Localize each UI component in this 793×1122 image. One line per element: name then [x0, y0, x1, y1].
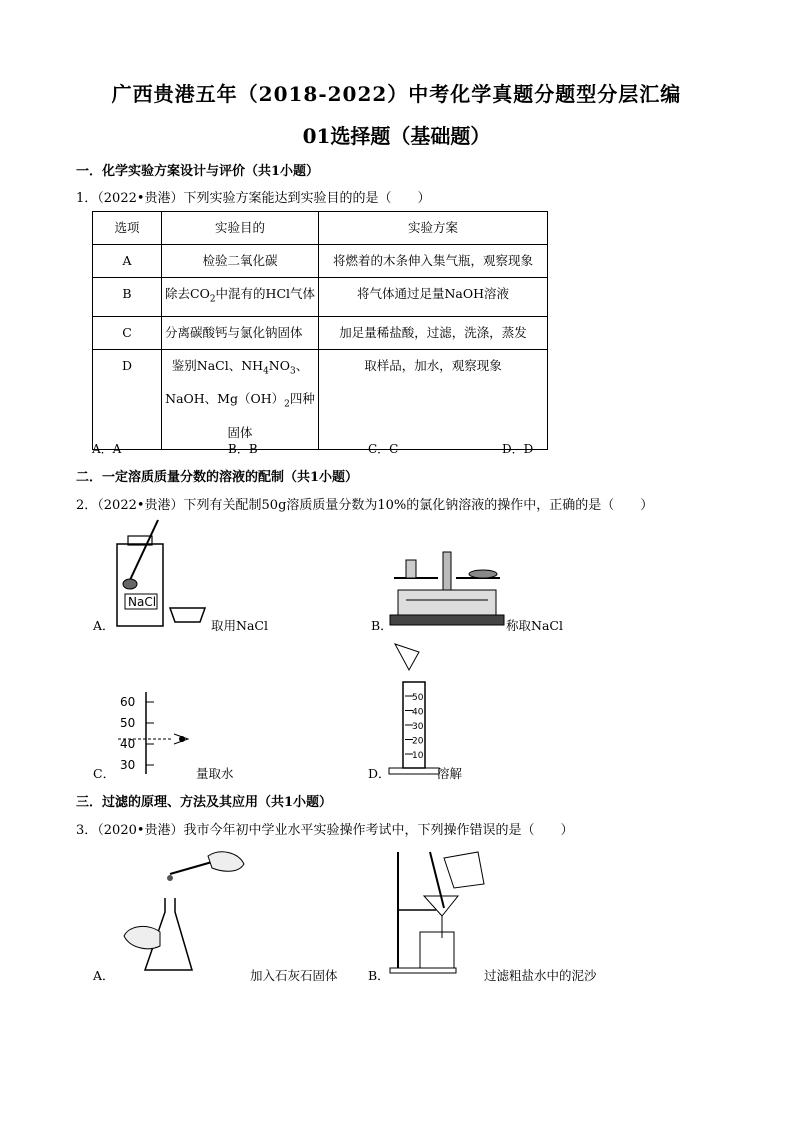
tick-label: 50 [412, 693, 424, 703]
beaker-pouring [444, 852, 484, 888]
q3-option-b-caption: 过滤粗盐水中的泥沙 [484, 968, 597, 983]
table-cell-goal: 分离碳酸钙与氯化钠固体 [162, 316, 319, 349]
salt-pile-icon [469, 570, 497, 578]
q2-option-b-letter[interactable]: B． [371, 618, 393, 633]
tick-label: 50 [120, 716, 136, 730]
table-header-option: 选项 [93, 212, 162, 245]
experiment-table [92, 211, 548, 450]
flask-illustration [120, 848, 250, 978]
question-2-stem: 2．（2022•贵港）下列有关配制50g溶质质量分数为10%的氯化钠溶液的操作中，正确的是（ ） [76, 498, 654, 513]
cylinder-ticks [120, 695, 154, 772]
q2-option-c-letter[interactable]: C． [93, 766, 116, 781]
goal-text-part: NO [268, 357, 290, 373]
table-cell-plan: 取样品，加水，观察现象 [319, 349, 548, 449]
q3-option-b-letter[interactable]: B． [368, 968, 390, 983]
balance-base [390, 615, 504, 625]
reagent-bottle-illustration [110, 518, 220, 630]
hand-holding-icon [124, 926, 160, 948]
table-cell-goal [162, 278, 319, 317]
cylinder-base [389, 768, 439, 774]
balance-body [398, 590, 496, 615]
subscript: 3 [289, 366, 296, 376]
balance-pillar [443, 552, 451, 590]
spoon-handle [130, 520, 158, 580]
goal-text-part: 四种固体 [227, 391, 315, 440]
q3-option-a-letter[interactable]: A． [93, 968, 115, 983]
tick-label: 10 [412, 751, 424, 761]
cylinder-dissolve-illustration [385, 642, 445, 777]
q2-option-c-caption: 量取水 [196, 766, 234, 781]
table-header-plan: 实验方案 [319, 212, 548, 245]
subscript: 4 [263, 366, 269, 376]
table-cell-plan: 加足量稀盐酸，过滤，洗涤，蒸发 [319, 316, 548, 349]
filtration-illustration [388, 848, 488, 978]
tick-label: 40 [120, 737, 136, 751]
tick-label: 60 [120, 695, 136, 709]
tick-label: 20 [412, 736, 424, 747]
tweezers [170, 862, 212, 874]
glass-rod [430, 852, 444, 908]
weight-icon [406, 560, 416, 578]
tick-label: 30 [412, 722, 424, 732]
spoon-bowl [123, 579, 137, 589]
table-cell-option: A [93, 245, 162, 278]
cylinder-reading-illustration [112, 690, 202, 778]
table-row [93, 349, 548, 449]
document-title: 广西贵港五年（2018-2022）中考化学真题分题型分层汇编 [111, 82, 682, 106]
q2-option-a-caption: 取用NaCl [211, 618, 268, 633]
table-header-goal: 实验目的 [162, 212, 319, 245]
table-header-row [93, 212, 548, 245]
q2-option-d-caption: 溶解 [437, 766, 463, 781]
goal-text-part: 中混有的HCl气体 [215, 286, 316, 301]
stand-base [390, 968, 456, 973]
q2-option-a-letter[interactable]: A． [93, 618, 115, 633]
beaker-lower [420, 932, 454, 968]
choice-c[interactable]: C．C [368, 442, 399, 456]
goal-text-part: 鉴别NaCl、NH [171, 357, 264, 373]
tick-label: 40 [412, 707, 424, 718]
balance-illustration [388, 530, 508, 630]
paper-icon [395, 644, 419, 670]
section-heading-3: 三．过滤的原理、方法及其应用（共1小题） [76, 795, 333, 810]
table-row [93, 316, 548, 349]
choice-a[interactable]: A．A [92, 442, 122, 456]
bottle-label-text: NaCl [128, 595, 157, 609]
tick-label: 30 [120, 758, 136, 772]
table-cell-plan: 将气体通过足量NaOH溶液 [319, 278, 548, 317]
section-heading-2: 二．一定溶质质量分数的溶液的配制（共1小题） [76, 470, 359, 485]
table-cell-plan: 将燃着的木条伸入集气瓶，观察现象 [319, 245, 548, 278]
table-row [93, 278, 548, 317]
dish-icon [170, 608, 205, 622]
goal-text-part: 除去CO [165, 286, 210, 301]
table-row [93, 245, 548, 278]
q2-option-d-letter[interactable]: D． [368, 766, 391, 781]
table-cell-option: D [93, 349, 162, 449]
document-subtitle: 01选择题（基础题） [302, 124, 491, 148]
eye-pupil-icon [179, 736, 185, 742]
table-cell-goal [162, 349, 319, 449]
table-cell-goal: 检验二氧化碳 [162, 245, 319, 278]
hand-icon [208, 852, 244, 871]
q2-option-b-caption: 称取NaCl [506, 618, 563, 633]
section-heading-1: 一．化学实验方案设计与评价（共1小题） [76, 164, 320, 179]
subscript: 2 [284, 399, 290, 410]
q3-option-a-caption: 加入石灰石固体 [250, 968, 338, 983]
choice-b[interactable]: B．B [228, 442, 258, 456]
limestone-icon [167, 875, 173, 881]
choice-d[interactable]: D．D [502, 442, 534, 456]
subscript: 2 [209, 294, 216, 305]
cylinder-d-ticks [405, 693, 424, 761]
goal-text-part: 、NaOH、Mg（OH） [165, 357, 309, 406]
question-3-stem: 3．（2020•贵港）我市今年初中学业水平实验操作考试中，下列操作错误的是（ ） [76, 823, 574, 838]
table-cell-option: C [93, 316, 162, 349]
question-1-stem: 1．（2022•贵港）下列实验方案能达到实验目的的是（ ） [76, 191, 431, 206]
table-cell-option: B [93, 278, 162, 317]
